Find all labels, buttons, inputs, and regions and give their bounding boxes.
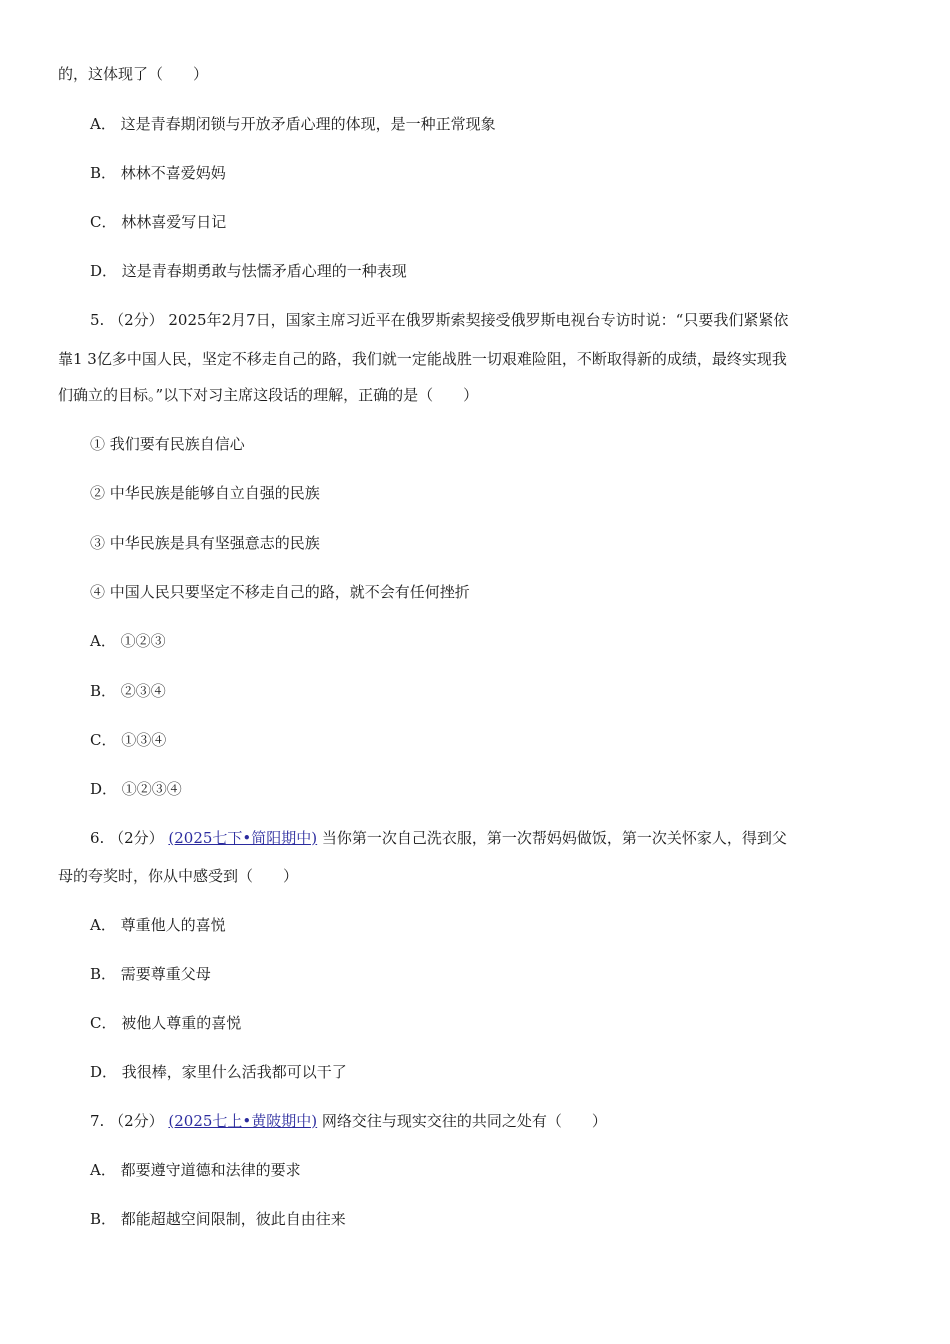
q5-option-d[interactable]: D． ①②③④ bbox=[90, 780, 182, 798]
q6-option-c[interactable]: C． 被他人尊重的喜悦 bbox=[90, 1014, 242, 1032]
question-7-source-link[interactable]: (2025七上•黄陂期中) bbox=[168, 1112, 318, 1130]
question-6-stem-line1 bbox=[90, 828, 787, 848]
q7-option-a[interactable]: A． 都要遵守道德和法律的要求 bbox=[90, 1161, 301, 1179]
q5-statement-2: ② 中华民族是能够自立自强的民族 bbox=[90, 484, 320, 502]
q7-option-b[interactable]: B． 都能超越空间限制，彼此自由往来 bbox=[90, 1210, 346, 1228]
q5-statement-3: ③ 中华民族是具有坚强意志的民族 bbox=[90, 534, 320, 552]
q5-statement-1: ① 我们要有民族自信心 bbox=[90, 435, 245, 453]
q6-option-d[interactable]: D． 我很棒，家里什么活我都可以干了 bbox=[90, 1063, 347, 1081]
question-5-stem-line2: 靠1 3亿多中国人民，坚定不移走自己的路，我们就一定能战胜一切艰难险阻，不断取得新的成绩，最终实现我 bbox=[58, 350, 787, 368]
question-5-stem-line1: 5. （2分） 2025年2月7日，国家主席习近平在俄罗斯索契接受俄罗斯电视台专访时说：“只要我们紧紧依 bbox=[90, 311, 789, 329]
q5-option-a[interactable]: A． ①②③ bbox=[90, 632, 166, 650]
q4-option-b[interactable]: B． 林林不喜爱妈妈 bbox=[90, 164, 226, 182]
q5-option-b[interactable]: B． ②③④ bbox=[90, 682, 166, 700]
question-7-stem-line1 bbox=[90, 1111, 607, 1131]
question-6-stem-line2: 母的夸奖时，你从中感受到（ ） bbox=[58, 867, 299, 885]
q5-statement-4: ④ 中国人民只要坚定不移走自己的路，就不会有任何挫折 bbox=[90, 583, 470, 601]
question-7-number: 7. （2分） bbox=[90, 1112, 169, 1130]
question-6-number: 6. （2分） bbox=[90, 829, 169, 847]
q4-option-c[interactable]: C． 林林喜爱写日记 bbox=[90, 213, 227, 231]
q6-option-b[interactable]: B． 需要尊重父母 bbox=[90, 965, 211, 983]
q6-option-a[interactable]: A． 尊重他人的喜悦 bbox=[90, 916, 226, 934]
question-6-source-link[interactable]: (2025七下•简阳期中) bbox=[168, 829, 318, 847]
q5-option-c[interactable]: C． ①③④ bbox=[90, 731, 167, 749]
question-7-text: 网络交往与现实交往的共同之处有（ ） bbox=[317, 1112, 607, 1130]
question-4-tail: 的，这体现了（ ） bbox=[58, 65, 209, 83]
question-5-stem-line3: 们确立的目标。”以下对习主席这段话的理解，正确的是（ ） bbox=[58, 386, 479, 404]
q4-option-d[interactable]: D． 这是青春期勇敢与怯懦矛盾心理的一种表现 bbox=[90, 262, 407, 280]
question-6-text: 当你第一次自己洗衣服，第一次帮妈妈做饭，第一次关怀家人，得到父 bbox=[317, 829, 787, 847]
q4-option-a[interactable]: A． 这是青春期闭锁与开放矛盾心理的体现，是一种正常现象 bbox=[90, 115, 496, 133]
